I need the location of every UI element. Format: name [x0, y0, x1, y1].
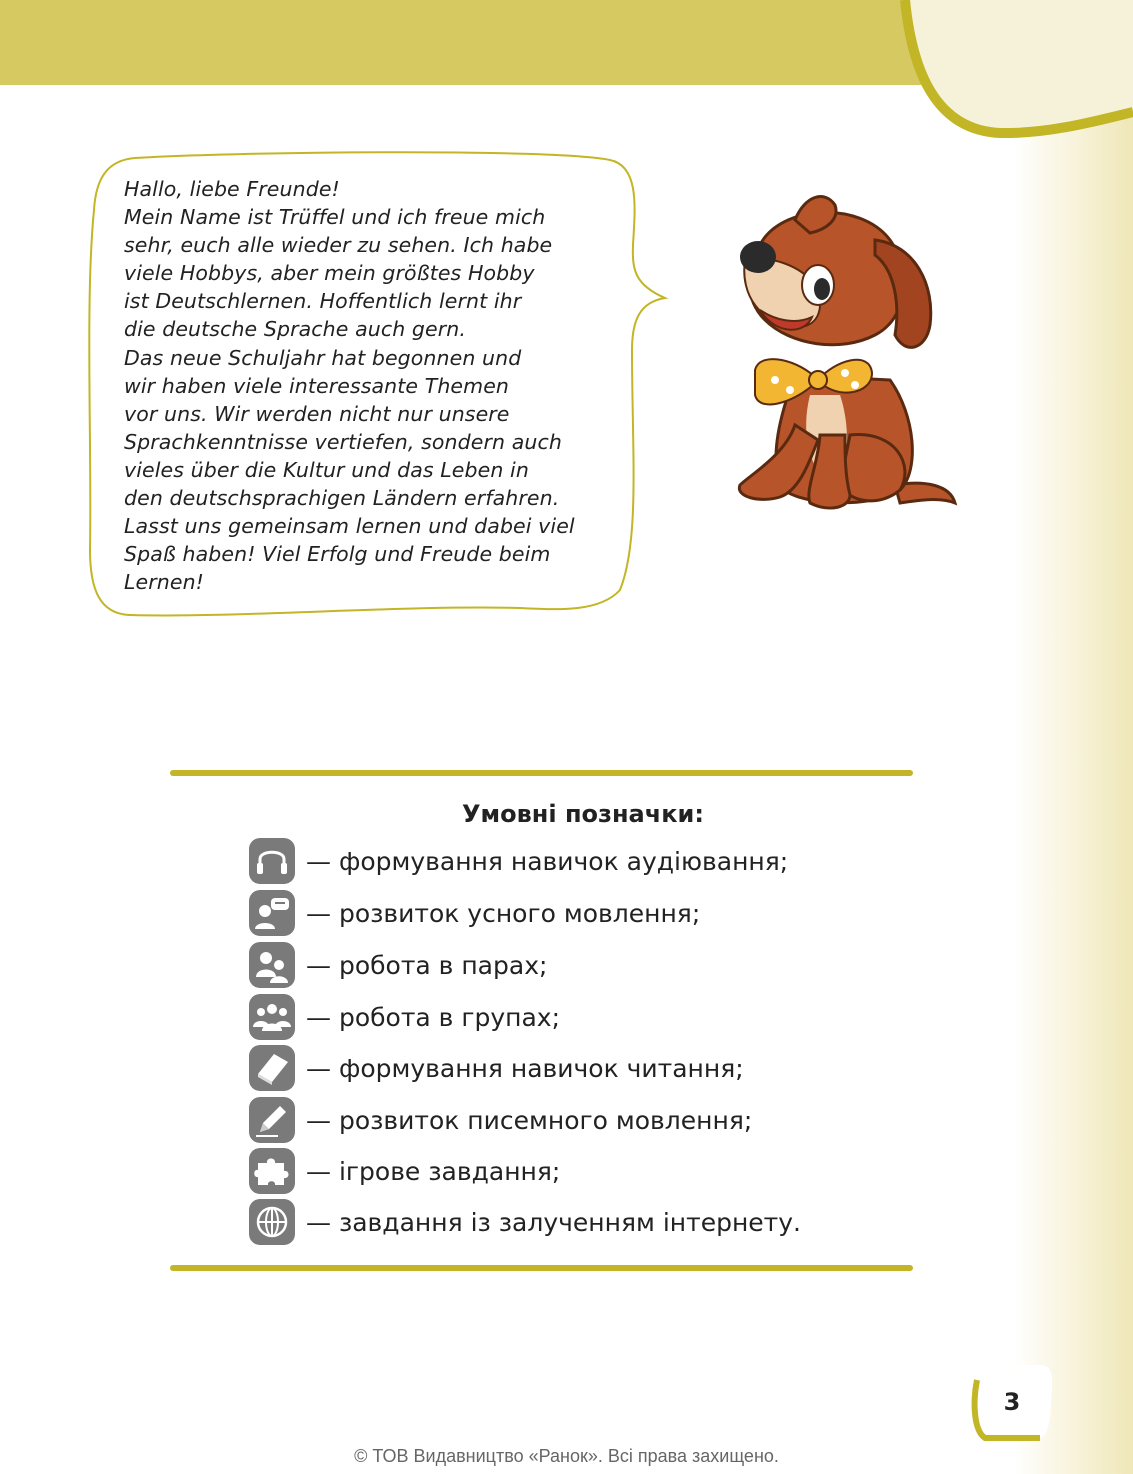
puzzle-icon: [248, 1147, 296, 1195]
letter-line: Lasst uns gemeinsam lernen und dabei viel: [124, 514, 575, 539]
book-icon: [248, 1044, 296, 1092]
legend-item: [248, 1147, 560, 1195]
legend-text: — робота в парах;: [306, 950, 548, 980]
globe-icon: [248, 1198, 296, 1246]
headphones-icon: [248, 837, 296, 885]
speech-icon: [248, 889, 296, 937]
letter-line: Spaß haben! Viel Erfolg und Freude beim: [124, 542, 551, 567]
letter-line: ist Deutschlernen. Hoffentlich lernt ihr: [124, 289, 522, 314]
letter-line: Hallo, liebe Freunde!: [124, 177, 340, 201]
letter-text: [124, 175, 624, 596]
letter-line: Das neue Schuljahr hat begonnen und: [124, 345, 522, 370]
letter-line: den deutschsprachigen Ländern erfahren.: [124, 486, 560, 511]
legend-item: [248, 837, 788, 885]
letter-line: vieles über die Kultur und das Leben in: [124, 457, 529, 482]
pencil-icon: [248, 1096, 296, 1144]
letter-line: Sprachkenntnisse vertiefen, sondern auch: [124, 429, 562, 454]
legend-text: — робота в групах;: [306, 1002, 561, 1032]
legend-item: [248, 941, 547, 989]
legend-item: [248, 1198, 801, 1246]
letter-line: viele Hobbys, aber mein größtes Hobby: [124, 261, 535, 286]
legend-item: [248, 993, 560, 1041]
copyright-notice: © ТОВ Видавництво «Ранок». Всі права захищено.: [354, 1446, 779, 1466]
legend-title: Умовні позначки:: [462, 800, 704, 828]
header-band: [0, 0, 930, 85]
legend-item: [248, 889, 700, 937]
pair-icon: [248, 941, 296, 989]
legend-item: [248, 1044, 744, 1092]
group-icon: [248, 993, 296, 1041]
legend-text: — ігрове завдання;: [306, 1156, 561, 1186]
top-divider: [170, 770, 913, 776]
letter-line: vor uns. Wir werden nicht nur unsere: [124, 401, 510, 426]
dog-illustration: [700, 185, 980, 530]
legend-item: [248, 1096, 752, 1144]
legend-text: — формування навичок читання;: [306, 1053, 744, 1083]
legend-text: — розвиток писемного мовлення;: [306, 1105, 753, 1135]
right-gradient-strip: [1013, 0, 1133, 1474]
letter-line: Lernen!: [124, 570, 204, 595]
corner-decoration: [900, 0, 1133, 140]
bottom-divider: [170, 1265, 913, 1271]
page-number: 3: [1003, 1388, 1021, 1416]
letter-line: wir haben viele interessante Themen: [124, 373, 510, 398]
letter-line: die deutsche Sprache auch gern.: [124, 317, 466, 342]
letter-line: sehr, euch alle wieder zu sehen. Ich habe: [124, 233, 553, 258]
letter-line: Mein Name ist Trüffel und ich freue mich: [124, 205, 546, 230]
legend-text: — розвиток усного мовлення;: [306, 898, 701, 928]
legend-text: — завдання із залученням інтернету.: [306, 1207, 801, 1237]
legend-text: — формування навичок аудіювання;: [306, 846, 789, 876]
